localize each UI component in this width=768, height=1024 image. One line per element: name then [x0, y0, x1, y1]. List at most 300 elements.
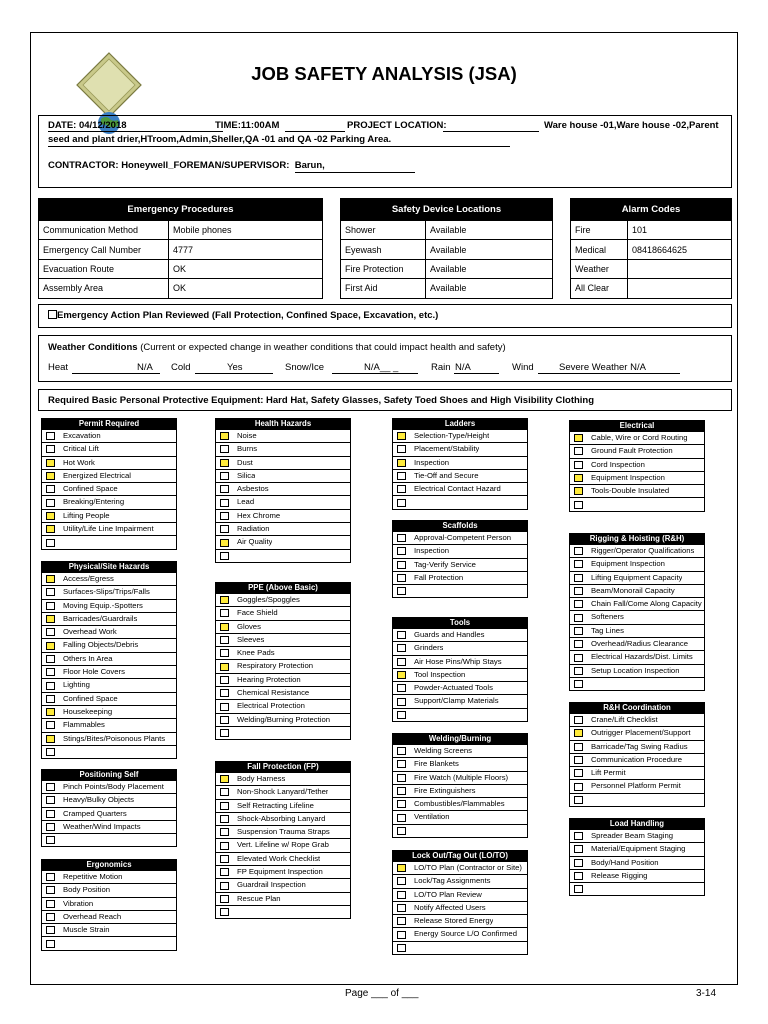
checkbox[interactable]	[397, 800, 406, 808]
checklist-row[interactable]	[41, 808, 177, 821]
checklist-row[interactable]	[392, 811, 528, 824]
checklist-row[interactable]	[569, 830, 705, 843]
checklist-row[interactable]	[392, 457, 528, 470]
checklist-row[interactable]	[215, 879, 351, 892]
checkbox[interactable]	[574, 614, 583, 622]
checkbox[interactable]	[397, 631, 406, 639]
checklist-row[interactable]	[392, 785, 528, 798]
checklist-row[interactable]	[41, 733, 177, 746]
checklist-item-label: Gloves	[237, 621, 261, 631]
checkbox-highlighted[interactable]	[46, 525, 55, 533]
checklist-row[interactable]	[41, 794, 177, 807]
checklist-row[interactable]	[215, 893, 351, 906]
checklist-row[interactable]	[569, 727, 705, 740]
checklist-row[interactable]	[215, 523, 351, 536]
checkbox[interactable]	[46, 783, 55, 791]
checklist-row[interactable]	[215, 607, 351, 620]
checklist-row[interactable]	[41, 510, 177, 523]
checkbox[interactable]	[46, 602, 55, 610]
checkbox[interactable]	[46, 823, 55, 831]
checkbox[interactable]	[574, 680, 583, 688]
checkbox[interactable]	[397, 698, 406, 706]
checkbox[interactable]	[220, 525, 229, 533]
checklist-row[interactable]	[569, 498, 705, 511]
checklist-row[interactable]	[569, 767, 705, 780]
checklist-row[interactable]	[41, 586, 177, 599]
checklist-row[interactable]	[569, 432, 705, 445]
checklist-row[interactable]	[41, 719, 177, 732]
checkbox[interactable]	[574, 547, 583, 555]
checkbox[interactable]	[574, 501, 583, 509]
checkbox[interactable]	[397, 787, 406, 795]
checklist-row[interactable]	[41, 496, 177, 509]
checklist-item-label: Overhead/Radius Clearance	[591, 639, 689, 649]
checklist-row[interactable]	[392, 709, 528, 722]
checklist-item-label: Body Position	[63, 885, 111, 895]
checkbox[interactable]	[220, 882, 229, 890]
checkbox[interactable]	[574, 769, 583, 777]
checkbox-highlighted[interactable]	[574, 434, 583, 442]
checklist-item-label: Crane/Lift Checklist	[591, 715, 658, 724]
checklist-item-label: Body/Hand Position	[591, 857, 659, 867]
checkbox[interactable]	[220, 689, 229, 697]
contractor-field: CONTRACTOR: Honeywell_FOREMAN/SUPERVISOR: Barun,	[48, 160, 325, 171]
checklist-row[interactable]	[215, 647, 351, 660]
checklist-row[interactable]	[569, 678, 705, 691]
checklist-item-label: Repetitive Motion	[63, 872, 123, 881]
checklist-row[interactable]	[215, 660, 351, 673]
checklist-row[interactable]	[569, 651, 705, 664]
checklist-row[interactable]	[569, 780, 705, 793]
location-label: PROJECT LOCATION:	[347, 120, 447, 131]
checklist-row[interactable]	[215, 443, 351, 456]
checklist-item-label: Suspension Trauma Straps	[237, 827, 330, 837]
checkbox-highlighted[interactable]	[574, 474, 583, 482]
rain-value: N/A	[455, 362, 471, 373]
checkbox[interactable]	[220, 842, 229, 850]
checklist-row[interactable]	[569, 545, 705, 558]
checklist-row[interactable]	[569, 625, 705, 638]
checkbox[interactable]	[46, 810, 55, 818]
checklist-row[interactable]	[392, 825, 528, 838]
checklist-item-label: Spreader Beam Staging	[591, 831, 674, 840]
checklist-item-label: Vert. Lifeline w/ Rope Grab	[237, 840, 329, 850]
checklist-row[interactable]	[569, 572, 705, 585]
checkbox[interactable]	[46, 886, 55, 894]
checklist-item-label: Tag-Verify Service	[414, 559, 476, 569]
checklist-row[interactable]	[392, 496, 528, 509]
checklist-header: Ergonomics	[41, 859, 177, 871]
checkbox[interactable]	[220, 609, 229, 617]
checkbox[interactable]	[46, 682, 55, 690]
checklist-row[interactable]	[41, 924, 177, 937]
checklist-row[interactable]	[392, 915, 528, 928]
checkbox-highlighted[interactable]	[46, 735, 55, 743]
checkbox-highlighted[interactable]	[46, 575, 55, 583]
checklist-header: Tools	[392, 617, 528, 629]
checklist-row[interactable]	[41, 937, 177, 950]
checkbox[interactable]	[574, 783, 583, 791]
checkbox[interactable]	[397, 644, 406, 652]
checkbox-highlighted[interactable]	[397, 432, 406, 440]
checkbox-highlighted[interactable]	[220, 775, 229, 783]
checklist-row[interactable]	[41, 898, 177, 911]
checklist-row[interactable]	[392, 889, 528, 902]
checklist-row[interactable]	[392, 758, 528, 771]
checkbox[interactable]	[220, 472, 229, 480]
checklist-row[interactable]	[392, 862, 528, 875]
checklist-row[interactable]	[392, 559, 528, 572]
checkbox[interactable]	[220, 676, 229, 684]
checklist-row[interactable]	[569, 883, 705, 896]
checkbox[interactable]	[220, 499, 229, 507]
checkbox[interactable]	[397, 485, 406, 493]
checkbox-highlighted[interactable]	[46, 708, 55, 716]
checkbox[interactable]	[574, 845, 583, 853]
checklist-row[interactable]	[392, 695, 528, 708]
checkbox[interactable]	[46, 940, 55, 948]
checklist-item-label: Heavy/Bulky Objects	[63, 795, 134, 805]
checklist-row[interactable]	[569, 714, 705, 727]
checklist-item-label: Inspection	[414, 457, 450, 467]
checkbox[interactable]	[574, 447, 583, 455]
checklist-item-label: Lighting	[63, 680, 90, 690]
checklist-row[interactable]	[392, 772, 528, 785]
checklist-row[interactable]	[41, 457, 177, 470]
checklist-header: Permit Required	[41, 418, 177, 430]
checkbox[interactable]	[574, 640, 583, 648]
checkbox[interactable]	[46, 588, 55, 596]
checkbox[interactable]	[220, 788, 229, 796]
checklist-row[interactable]	[392, 629, 528, 642]
checkbox[interactable]	[397, 658, 406, 666]
checklist-row[interactable]	[569, 558, 705, 571]
checklist-row[interactable]	[215, 839, 351, 852]
checklist-item-label: Notify Affected Users	[414, 902, 486, 912]
checkbox-highlighted[interactable]	[46, 459, 55, 467]
checkbox[interactable]	[574, 461, 583, 469]
checkbox[interactable]	[46, 873, 55, 881]
checklist-row[interactable]	[392, 545, 528, 558]
checklist-item-label: Energized Electrical	[63, 470, 131, 480]
checklist-row[interactable]	[569, 445, 705, 458]
checklist-row[interactable]	[569, 638, 705, 651]
checkbox[interactable]	[220, 512, 229, 520]
checkbox[interactable]	[574, 574, 583, 582]
checkbox[interactable]	[46, 485, 55, 493]
checklist-row[interactable]	[41, 679, 177, 692]
checkbox[interactable]	[397, 711, 406, 719]
checkbox[interactable]	[46, 836, 55, 844]
checklist-item-label: Beam/Monorail Capacity	[591, 585, 675, 595]
checklist-row[interactable]	[569, 870, 705, 883]
checklist-item-label: Lifting People	[63, 510, 110, 520]
checklist-row[interactable]	[41, 871, 177, 884]
checklist-item-label: Selection-Type/Height	[414, 431, 490, 440]
checkbox[interactable]	[220, 552, 229, 560]
checkbox[interactable]	[46, 796, 55, 804]
checklist-item-label: Inspection	[414, 546, 450, 556]
checkbox[interactable]	[397, 904, 406, 912]
checklist-row[interactable]	[215, 866, 351, 879]
checklist-row[interactable]	[569, 472, 705, 485]
checkbox[interactable]	[220, 649, 229, 657]
checkbox[interactable]	[46, 748, 55, 756]
checklist-row[interactable]	[569, 794, 705, 807]
checklist-row[interactable]	[41, 626, 177, 639]
checklist-row[interactable]	[41, 523, 177, 536]
checkbox[interactable]	[220, 815, 229, 823]
checkbox-highlighted[interactable]	[220, 663, 229, 671]
checkbox[interactable]	[397, 587, 406, 595]
checklist-row[interactable]	[569, 459, 705, 472]
checklist-row[interactable]	[569, 485, 705, 498]
checkbox-highlighted[interactable]	[220, 459, 229, 467]
checkbox[interactable]	[46, 432, 55, 440]
checklist-row[interactable]	[41, 600, 177, 613]
checkbox[interactable]	[46, 539, 55, 547]
checkbox[interactable]	[397, 774, 406, 782]
checklist-row[interactable]	[569, 598, 705, 611]
checklist-row[interactable]	[41, 746, 177, 759]
checklist-row[interactable]	[392, 430, 528, 443]
checklist-row[interactable]	[215, 773, 351, 786]
checkbox[interactable]	[220, 703, 229, 711]
checkbox-highlighted[interactable]	[220, 623, 229, 631]
checklist-row[interactable]	[41, 911, 177, 924]
checkbox[interactable]	[397, 917, 406, 925]
checkbox-highlighted[interactable]	[574, 729, 583, 737]
checkbox[interactable]	[574, 667, 583, 675]
checklist-row[interactable]	[569, 741, 705, 754]
checklist-row[interactable]	[41, 821, 177, 834]
checkbox[interactable]	[574, 600, 583, 608]
checklist-header: Fall Protection (FP)	[215, 761, 351, 773]
checklist-row[interactable]	[392, 902, 528, 915]
checkbox[interactable]	[220, 716, 229, 724]
checkbox-highlighted[interactable]	[220, 432, 229, 440]
checkbox[interactable]	[574, 716, 583, 724]
checklist-row[interactable]	[392, 656, 528, 669]
checklist-row[interactable]	[392, 682, 528, 695]
checkbox[interactable]	[574, 743, 583, 751]
checkbox[interactable]	[397, 747, 406, 755]
checkbox[interactable]	[574, 587, 583, 595]
checklist-row[interactable]	[41, 693, 177, 706]
checklist-row[interactable]	[392, 928, 528, 941]
checklist-item-label: Respiratory Protection	[237, 661, 314, 671]
checklist-row[interactable]	[41, 470, 177, 483]
checklist-item-label: Burns	[237, 444, 258, 454]
checkbox[interactable]	[220, 445, 229, 453]
checklist-row[interactable]	[41, 430, 177, 443]
checkbox[interactable]	[574, 756, 583, 764]
checklist-row[interactable]	[41, 834, 177, 847]
checklist-item-label: Breaking/Entering	[63, 497, 125, 507]
checkbox-highlighted[interactable]	[397, 864, 406, 872]
checklist-rigging-hoisting-r-h	[569, 533, 705, 691]
checkbox[interactable]	[397, 561, 406, 569]
checkbox[interactable]	[397, 574, 406, 582]
checklist-row[interactable]	[41, 639, 177, 652]
checklist-row[interactable]	[392, 483, 528, 496]
checkbox[interactable]	[220, 855, 229, 863]
checkbox-highlighted[interactable]	[220, 539, 229, 547]
checklist-row[interactable]	[392, 669, 528, 682]
checklist-row[interactable]	[41, 884, 177, 897]
checklist-row[interactable]	[41, 653, 177, 666]
checklist-row[interactable]	[569, 843, 705, 856]
checkbox[interactable]	[397, 891, 406, 899]
checklist-row[interactable]	[392, 572, 528, 585]
checklist-row[interactable]	[215, 687, 351, 700]
checklist-row[interactable]	[392, 942, 528, 955]
checklist-row[interactable]	[41, 613, 177, 626]
checklist-row[interactable]	[215, 621, 351, 634]
checklist-row[interactable]	[215, 510, 351, 523]
checklist-row[interactable]	[392, 443, 528, 456]
checkbox[interactable]	[397, 534, 406, 542]
checklist-row[interactable]	[41, 666, 177, 679]
checkbox[interactable]	[46, 628, 55, 636]
checklist-row[interactable]	[215, 813, 351, 826]
checkbox-highlighted[interactable]	[574, 487, 583, 495]
checklist-item-label: Communication Procedure	[591, 754, 683, 764]
checklist-row[interactable]	[569, 754, 705, 767]
checkbox[interactable]	[46, 655, 55, 663]
checkbox[interactable]	[397, 547, 406, 555]
checklist-positioning-self	[41, 769, 177, 847]
form-code: 3-14	[696, 988, 717, 999]
checkbox[interactable]	[220, 485, 229, 493]
checklist-lock-out-tag-out-lo-to	[392, 850, 528, 955]
checklist-row[interactable]	[41, 536, 177, 549]
checkbox[interactable]	[220, 868, 229, 876]
checkbox[interactable]	[46, 499, 55, 507]
checklist-row[interactable]	[215, 727, 351, 740]
eap-checkbox[interactable]	[48, 310, 57, 319]
checkbox[interactable]	[574, 859, 583, 867]
checkbox[interactable]	[220, 729, 229, 737]
checklist-row[interactable]	[392, 532, 528, 545]
checkbox-highlighted[interactable]	[220, 596, 229, 604]
checkbox[interactable]	[397, 472, 406, 480]
checklist-row[interactable]	[392, 642, 528, 655]
checklist-header: Welding/Burning	[392, 733, 528, 745]
checkbox-highlighted[interactable]	[46, 615, 55, 623]
checkbox[interactable]	[220, 802, 229, 810]
checkbox-highlighted[interactable]	[46, 642, 55, 650]
checklist-row[interactable]	[41, 483, 177, 496]
checklist-row[interactable]	[215, 714, 351, 727]
checkbox[interactable]	[46, 913, 55, 921]
checkbox[interactable]	[574, 654, 583, 662]
checkbox-highlighted[interactable]	[397, 459, 406, 467]
checkbox[interactable]	[46, 695, 55, 703]
checklist-row[interactable]	[215, 594, 351, 607]
checkbox-highlighted[interactable]	[46, 472, 55, 480]
checklist-row[interactable]	[41, 573, 177, 586]
checklist-row[interactable]	[392, 585, 528, 598]
checkbox[interactable]	[220, 828, 229, 836]
checkbox[interactable]	[574, 796, 583, 804]
checkbox[interactable]	[397, 827, 406, 835]
checklist-row[interactable]	[215, 550, 351, 563]
checklist-item-label: Chain Fall/Come Along Capacity	[591, 599, 702, 609]
checkbox[interactable]	[397, 814, 406, 822]
checkbox[interactable]	[397, 445, 406, 453]
checklist-row[interactable]	[215, 483, 351, 496]
checklist-item-label: Hot Work	[63, 457, 95, 467]
checkbox[interactable]	[397, 877, 406, 885]
checklist-row[interactable]	[215, 826, 351, 839]
checkbox[interactable]	[574, 872, 583, 880]
checklist-row[interactable]	[215, 674, 351, 687]
checklist-row[interactable]	[392, 470, 528, 483]
checklist-row[interactable]	[41, 443, 177, 456]
checklist-row[interactable]	[569, 857, 705, 870]
checklist-item-label: Guardrail Inspection	[237, 880, 306, 890]
checklist-row[interactable]	[215, 470, 351, 483]
checklist-row[interactable]	[215, 906, 351, 919]
checklist-row[interactable]	[215, 457, 351, 470]
checklist-row[interactable]	[215, 430, 351, 443]
checkbox[interactable]	[397, 944, 406, 952]
checklist-row[interactable]	[569, 665, 705, 678]
checkbox[interactable]	[574, 885, 583, 893]
checkbox[interactable]	[220, 908, 229, 916]
checklist-header: Electrical	[569, 420, 705, 432]
eap-checkbox-row[interactable]: Emergency Action Plan Reviewed (Fall Protection, Confined Space, Excavation, etc.)	[48, 310, 438, 321]
checklist-row[interactable]	[392, 798, 528, 811]
checkbox[interactable]	[397, 931, 406, 939]
checkbox-highlighted[interactable]	[397, 671, 406, 679]
checklist-item-label: Elevated Work Checklist	[237, 853, 321, 863]
checkbox[interactable]	[46, 926, 55, 934]
checklist-header: R&H Coordination	[569, 702, 705, 714]
checklist-item-label: Barricades/Guardrails	[63, 613, 138, 623]
checklist-row[interactable]	[215, 800, 351, 813]
checkbox[interactable]	[46, 668, 55, 676]
checkbox[interactable]	[397, 760, 406, 768]
checklist-row[interactable]	[569, 585, 705, 598]
alarm-codes-table: Alarm Codes Fire 101 Medical 08418664625 Weather All Clear	[570, 198, 732, 299]
checkbox-highlighted[interactable]	[46, 512, 55, 520]
checkbox[interactable]	[46, 900, 55, 908]
checkbox[interactable]	[46, 445, 55, 453]
checklist-row[interactable]	[215, 700, 351, 713]
checkbox[interactable]	[220, 636, 229, 644]
checklist-row[interactable]	[41, 781, 177, 794]
checkbox[interactable]	[220, 895, 229, 903]
checkbox[interactable]	[574, 832, 583, 840]
checklist-row[interactable]	[569, 611, 705, 624]
checkbox[interactable]	[574, 627, 583, 635]
checklist-row[interactable]	[41, 706, 177, 719]
checkbox[interactable]	[46, 721, 55, 729]
checklist-row[interactable]	[392, 875, 528, 888]
checklist-row[interactable]	[215, 634, 351, 647]
checkbox[interactable]	[397, 684, 406, 692]
checklist-header: Scaffolds	[392, 520, 528, 532]
checklist-row[interactable]	[215, 536, 351, 549]
checkbox[interactable]	[574, 560, 583, 568]
checkbox[interactable]	[397, 499, 406, 507]
checklist-row[interactable]	[215, 853, 351, 866]
checklist-row[interactable]	[215, 786, 351, 799]
checklist-row[interactable]	[215, 496, 351, 509]
checklist-row[interactable]	[392, 745, 528, 758]
